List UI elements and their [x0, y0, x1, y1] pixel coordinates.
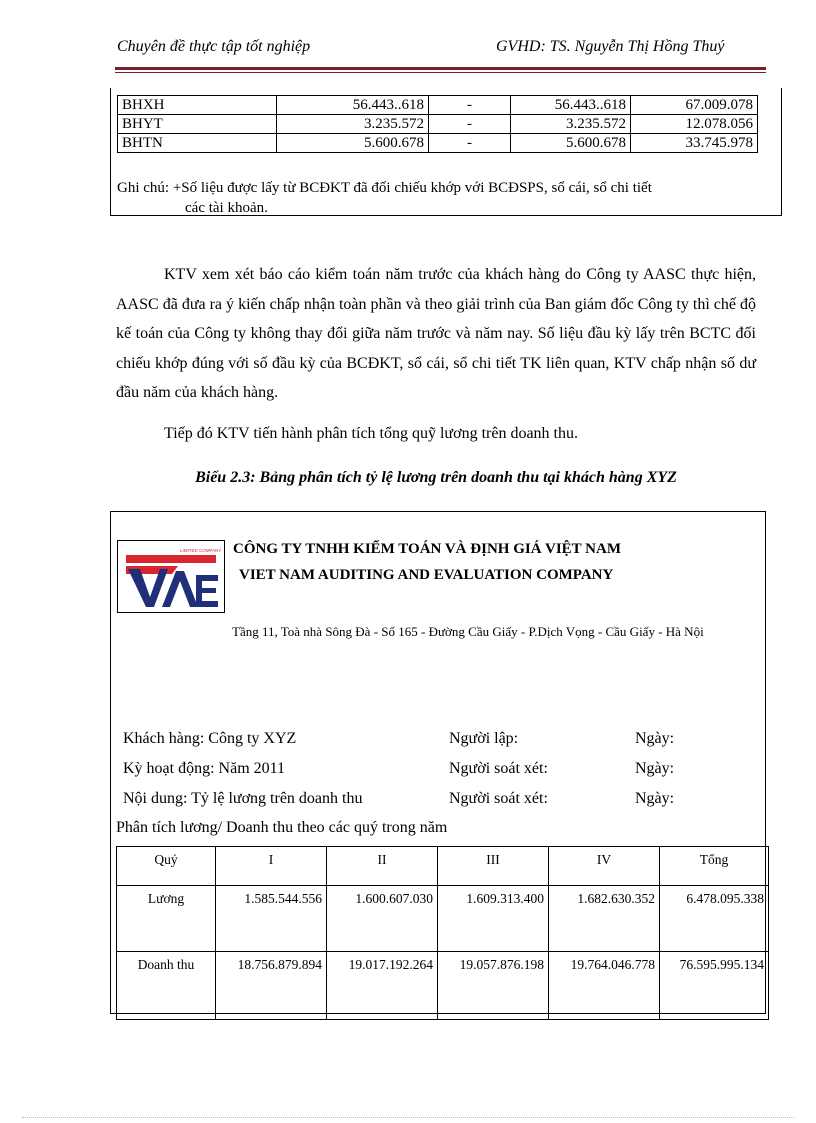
table-cell: 56.443..618: [511, 96, 631, 115]
table-cell: 19.057.876.198: [438, 952, 549, 1020]
meta-client: Khách hàng: Công ty XYZ: [123, 730, 297, 747]
table-cell: 12.078.056: [631, 115, 758, 134]
figure-caption: Biểu 2.3: Bảng phân tích tỷ lệ lương trên doanh thu tại khách hàng XYZ: [195, 469, 677, 486]
table-header-cell: Quý: [117, 847, 216, 886]
meta-date-1: Ngày:: [635, 730, 675, 747]
table-cell: 76.595.995.134: [660, 952, 769, 1020]
table-cell: 5.600.678: [277, 134, 429, 153]
table-header-cell: Tổng: [660, 847, 769, 886]
note-line-2: các tài khoản.: [185, 200, 268, 216]
meta-date-3: Ngày:: [635, 790, 675, 807]
table-header-cell: III: [438, 847, 549, 886]
table-cell: 33.745.978: [631, 134, 758, 153]
table-cell: 67.009.078: [631, 96, 758, 115]
table-cell: 1.609.313.400: [438, 886, 549, 952]
header-rule: [115, 67, 766, 70]
table-row: [117, 886, 769, 952]
insurance-table: [117, 95, 758, 153]
table-cell: Doanh thu: [117, 952, 216, 1020]
table-cell: 1.682.630.352: [549, 886, 660, 952]
header-right-supervisor: GVHD: TS. Nguyễn Thị Hồng Thuý: [496, 38, 725, 55]
header-left-title: Chuyên đề thực tập tốt nghiệp: [117, 38, 311, 55]
company-name-vietnamese: CÔNG TY TNHH KIỂM TOÁN VÀ ĐỊNH GIÁ VIỆT NAM: [233, 541, 621, 557]
logo-subtext: LIMITED COMPANY: [180, 548, 222, 553]
table-cell: 3.235.572: [277, 115, 429, 134]
company-address: Tầng 11, Toà nhà Sông Đà - Số 165 - Đường Cầu Giấy - P.Dịch Vọng - Cầu Giấy - Hà Nội: [232, 624, 704, 639]
analysis-title: Phân tích lương/ Doanh thu theo các quý trong năm: [116, 819, 448, 836]
table-cell: Lương: [117, 886, 216, 952]
table-cell: 5.600.678: [511, 134, 631, 153]
table-note: [117, 178, 767, 218]
table-cell: BHYT: [118, 115, 277, 134]
table-row: [117, 952, 769, 1020]
table-row: [118, 96, 758, 115]
table-cell: -: [429, 96, 511, 115]
body-paragraph-2: Tiếp đó KTV tiến hành phân tích tổng quỹ lương trên doanh thu.: [164, 425, 578, 442]
vae-logo-icon: [118, 541, 224, 612]
meta-period: Kỳ hoạt động: Năm 2011: [123, 760, 286, 777]
table-header-cell: I: [216, 847, 327, 886]
table-header-cell: II: [327, 847, 438, 886]
table-header-row: [117, 847, 769, 886]
meta-reviewer-2: Người soát xét:: [449, 790, 548, 807]
company-logo: [117, 540, 225, 613]
table-cell: BHTN: [118, 134, 277, 153]
body-paragraph-1: KTV xem xét báo cáo kiểm toán năm trước của khách hàng do Công ty AASC thực hiện, AASC đã đưa ra ý kiến chấp nhận toàn phần và theo giải trình của Ban giám đốc Công ty thì chế độ kế toán của Công ty không thay đổi giữa năm trước và năm nay. Số liệu đầu kỳ lấy trên BCTC đối chiếu khớp đúng với số đầu kỳ của BCĐKT, sổ cái, sổ chi tiết TK liên quan, KTV chấp nhận số dư đầu năm của khách hàng.: [116, 266, 756, 401]
table-cell: -: [429, 115, 511, 134]
table-cell: 1.585.544.556: [216, 886, 327, 952]
note-line-1: Ghi chú: +Số liệu được lấy từ BCĐKT đã đối chiếu khớp với BCĐSPS, sổ cái, sổ chi tiết: [117, 180, 652, 196]
table-cell: 18.756.879.894: [216, 952, 327, 1020]
table-cell: 1.600.607.030: [327, 886, 438, 952]
table-row: [118, 134, 758, 153]
quarterly-analysis-table: [116, 846, 769, 1020]
meta-reviewer-1: Người soát xét:: [449, 760, 548, 777]
table-cell: 19.764.046.778: [549, 952, 660, 1020]
meta-content: Nội dung: Tỷ lệ lương trên doanh thu: [123, 790, 363, 807]
table-cell: BHXH: [118, 96, 277, 115]
company-name-english: VIET NAM AUDITING AND EVALUATION COMPANY: [239, 567, 614, 583]
table-cell: 56.443..618: [277, 96, 429, 115]
table-header-cell: IV: [549, 847, 660, 886]
header-rule-thin: [115, 72, 766, 73]
meta-preparer: Người lập:: [449, 730, 519, 747]
page-bottom-divider: [22, 1117, 794, 1118]
table-cell: 3.235.572: [511, 115, 631, 134]
meta-date-2: Ngày:: [635, 760, 675, 777]
table-cell: 19.017.192.264: [327, 952, 438, 1020]
table-cell: -: [429, 134, 511, 153]
table-row: [118, 115, 758, 134]
table-cell: 6.478.095.338: [660, 886, 769, 952]
